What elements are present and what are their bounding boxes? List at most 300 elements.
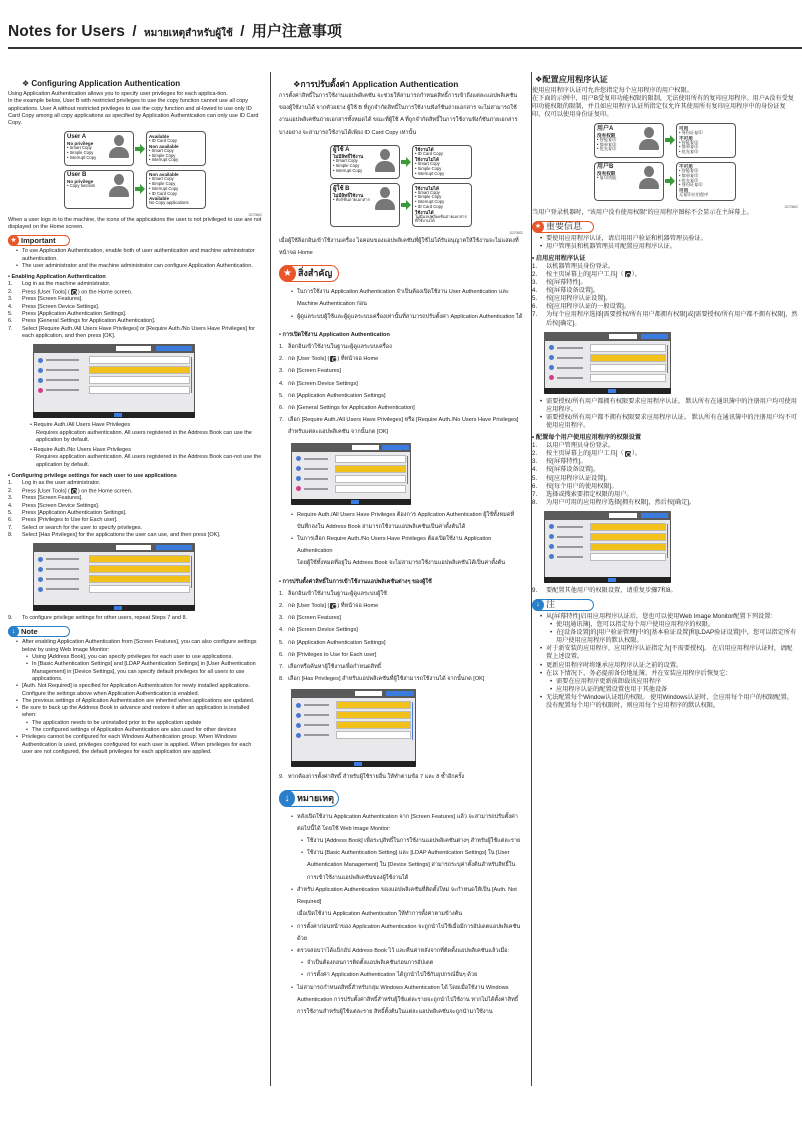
arrow-right-icon	[664, 135, 676, 145]
procedure-heading: • 配置每个用户使用应用程序的权限设置	[532, 434, 798, 442]
list-item	[540, 645, 798, 661]
person-body	[375, 199, 395, 210]
list-item	[291, 811, 523, 884]
app-item: • Interrupt Copy	[149, 158, 203, 163]
availability-label: Non available	[149, 172, 179, 178]
person-icon	[639, 127, 659, 151]
step-number: 3.	[532, 279, 538, 287]
step-text-part: Press [User Tools] (	[22, 289, 70, 296]
step-number: 8.	[8, 531, 13, 538]
step	[8, 532, 262, 539]
step	[8, 304, 262, 311]
title-separator: /	[240, 23, 245, 40]
app-icon	[549, 554, 554, 559]
screenshot-general-settings	[33, 344, 195, 418]
availability-label: ใช้งานได้	[415, 147, 434, 153]
step-list	[279, 588, 523, 686]
app-icon	[296, 733, 301, 738]
app-item: • Interrupt Copy	[149, 187, 203, 192]
step-text-part: Press [Screen Features].	[22, 495, 83, 502]
option-box	[590, 543, 666, 551]
privilege-diagram	[594, 123, 736, 200]
diagram-row	[330, 145, 472, 179]
sub-list-item: • 需要在应用程序更新前卸载该应用程序	[550, 678, 798, 686]
availability-label: 不可用	[679, 135, 693, 141]
step-number: 4.	[8, 303, 13, 310]
step-list	[8, 615, 262, 622]
person-head	[644, 166, 654, 177]
step	[279, 661, 523, 673]
person-icon	[375, 187, 395, 211]
list-item	[291, 533, 523, 570]
app-icon	[38, 587, 43, 592]
person-body	[639, 178, 659, 189]
user-card	[64, 131, 134, 165]
step-number: 9.	[279, 774, 284, 781]
step-number: 1.	[8, 281, 13, 288]
step-text	[288, 624, 358, 636]
step-number: 3.	[279, 615, 284, 622]
definition-term: • Require Auth./No Users Have Privileges	[30, 447, 262, 454]
step-text-part: ）。	[631, 450, 641, 458]
step-text-part: 为每个应用程序选择[需要授权/所有用户都拥有权限]或[需要授权/所有用户都不拥有权限]，然后按[确定]。	[546, 311, 798, 327]
item-text: • ในการเลือก Require Auth./No Users Have Privileges ต้องเปิดใช้งาน Application Authentication	[297, 536, 492, 555]
step	[279, 612, 523, 624]
screen-title-bar	[291, 689, 416, 698]
app-label	[46, 369, 79, 371]
user-card	[594, 123, 664, 157]
section-heading: ❖ Configuring Application Authentication	[22, 79, 181, 88]
list-item	[540, 398, 798, 414]
step	[8, 495, 262, 502]
option-box	[89, 555, 190, 563]
step	[8, 311, 262, 318]
chinese-column	[532, 74, 798, 710]
step-number: 7.	[279, 664, 284, 671]
availability-label: Available	[149, 133, 170, 139]
option-box	[336, 711, 411, 719]
section-heading: ❖การปรับตั้งค่า Application Authentication	[293, 79, 459, 89]
step-text-part: 为用户可用的应用程序选择[拥有权限]，然后按[确定]。	[546, 498, 696, 506]
app-item: • 身份证复印	[679, 183, 733, 188]
item-text: โดยผู้ใช้ทั้งหมดที่อยู่ใน Address Book จะไม่สามารถใช้งานแอปพลิเคชันได้เป็นค่าตั้งต้น	[297, 560, 506, 567]
item-text: • Be sure to back up the Address Book in advance and restore it after an application is installed when:	[22, 705, 250, 719]
app-icon	[38, 378, 43, 383]
step-text-part: เลือกหรือค้นหาผู้ใช้งานเพื่อกำหนดสิทธิ์	[288, 664, 382, 671]
app-item: • 优先复印	[679, 150, 733, 155]
screen-row	[296, 701, 411, 709]
step	[532, 271, 798, 279]
step	[279, 365, 523, 377]
step-text-part: Press [Screen Device Settings].	[22, 502, 100, 509]
step-text-part: ล็อกอินเข้าใช้งานในฐานะผู้ดูแลระบบเครื่อง	[288, 344, 392, 350]
person-icon	[375, 149, 395, 173]
list-item	[540, 613, 798, 645]
badge-label: Important	[21, 236, 56, 246]
item-text: • หลังเปิดใช้งาน Application Authentication จาก [Screen Features] แล้ว จะสามารถปรับตั้งค่าต่อไปนี้ได้ โดยใช้ Web Image Monitor:	[297, 813, 518, 832]
step-text-part: ) on the Home screen.	[77, 289, 133, 296]
item-text: • 用户管理员和机器管理员可配置应用程序认证。	[546, 242, 676, 250]
step-text	[288, 353, 378, 365]
screenshot-privileges-settings	[544, 511, 671, 583]
app-item: • Smart Copy	[415, 191, 469, 196]
app-icon	[38, 368, 43, 373]
step-number: 1.	[8, 480, 13, 487]
item-text: • [Auth. Not Required] is specified for Application Authentication for newly installed applications. Configure the settings above when Application Authentication is enabled.	[22, 683, 251, 697]
availability-label: ใช้งานได้	[415, 209, 434, 215]
paragraph: In the example below, User B with restricted privileges to use the copy function cannot use all copy applications. User A without restricted privileges to use the copy function and al-lowed to use only ID Card Copy among all copy applications as specified by Application Authentication can only use ID Card Copy.	[8, 98, 259, 127]
app-icon	[38, 577, 43, 582]
down-arrow-icon: ↓	[532, 599, 544, 611]
step	[532, 499, 798, 507]
app-item: • 简单复印	[679, 145, 733, 150]
user-card	[64, 170, 134, 209]
paragraph: เมื่อผู้ใช้ล็อกอินเข้าใช้งานเครื่อง ไอคอนของแอปพลิเคชันที่ผู้ใช้ไม่ได้รับอนุญาตให้ใช้งานจะไม่แสดงที่หน้าจอ Home	[279, 237, 519, 256]
step-number: 6.	[532, 303, 538, 311]
list-item	[540, 662, 798, 670]
result-card	[412, 145, 472, 179]
step-text-part: กด [Application Authentication Settings]	[288, 392, 386, 399]
sub-list-item: • ใช้งาน [Basic Authentication Setting] และ [LDAP Authentication Settings] ใน [User Authentication Management] ใน [Device Settings] สามารถระบุค่าตั้งต้นสำหรับสิทธิ์ในการเข้าใช้งานแอปพลิเคชันของผู้ใช้งานได้	[301, 847, 523, 884]
list-item	[16, 705, 262, 734]
arrow-right-icon	[400, 200, 412, 210]
step-text-part: Press [Screen Features].	[22, 296, 83, 303]
step-text	[288, 649, 376, 661]
restricted-item: • Interrupt Copy	[333, 169, 397, 174]
item-text: • ผู้ดูแลระบบผู้ใช้และผู้ดูแลระบบเครื่องเท่านั้นที่สามารถปรับตั้งค่า Application Authentication ได้	[297, 313, 523, 320]
app-item: • 身份证复印	[679, 131, 733, 136]
step-number: 5.	[8, 311, 13, 318]
step-number: 8.	[279, 676, 284, 683]
person-body	[109, 186, 129, 197]
step-text-part: 按[应用程序认证的一般设置]。	[546, 303, 630, 311]
step-text	[288, 341, 392, 353]
app-icon	[549, 375, 554, 380]
step	[8, 296, 262, 303]
step-text	[288, 365, 341, 377]
app-label	[557, 546, 583, 548]
step-text-part: Log in as the user administrator.	[22, 480, 101, 487]
step	[279, 649, 523, 661]
list-item	[540, 414, 798, 430]
step-text	[546, 311, 798, 327]
title-english: Notes for Users	[8, 23, 125, 40]
app-label	[304, 468, 328, 470]
step-number: 9.	[8, 615, 13, 622]
app-item: • 优先复印	[679, 179, 733, 184]
step-number: 2.	[532, 271, 538, 279]
user-name: User B	[67, 172, 87, 179]
bullet-list	[540, 398, 798, 430]
app-item: • Simple Copy	[149, 182, 203, 187]
app-item: • Smart Copy	[149, 177, 203, 182]
privilege-label: ไม่มีสิทธิ์ใช้งาน	[333, 192, 364, 198]
down-arrow-icon: ↓	[279, 790, 295, 807]
app-icon	[549, 355, 554, 360]
ok-button	[386, 691, 414, 696]
app-label	[557, 347, 583, 349]
screen-row	[296, 475, 406, 483]
app-icon	[38, 567, 43, 572]
step-number: 4.	[279, 380, 284, 387]
screen-row	[296, 731, 411, 739]
step-text	[22, 488, 132, 496]
user-name: User A	[67, 133, 87, 140]
procedure-heading: • Configuring privilege settings for each user to use applications	[8, 473, 262, 480]
step-text	[288, 771, 464, 783]
step-number: 6.	[279, 405, 284, 412]
step-text	[22, 326, 262, 341]
user-card	[594, 162, 664, 201]
step-number: 2.	[532, 450, 538, 458]
step-text-part: ) ที่หน้าจอ Home	[337, 356, 379, 363]
app-label	[304, 488, 328, 490]
step	[8, 525, 262, 532]
app-label	[304, 734, 329, 736]
step-text-part: 按[屏幕设备设置]。	[546, 466, 599, 474]
step	[279, 390, 523, 402]
screenshot-privileges-settings	[291, 689, 416, 767]
list-item	[540, 243, 798, 251]
step-text-part: Select [Has Privileges] for the applications the user can use, and then press [OK].	[22, 531, 221, 538]
step	[532, 263, 798, 271]
app-item: • Simple Copy	[415, 167, 469, 172]
step-text	[546, 587, 677, 595]
paragraph: 使用应用程序认证可允许您指定每个应用程序的用户权限。	[532, 87, 693, 94]
app-label	[557, 526, 583, 528]
option-box	[336, 701, 411, 709]
step-text-part: กด [Screen Features]	[288, 615, 342, 622]
item-text: • 从[屏幕特性]启用应用程序认证后，您也可以使用Web Image Monitor配置下列设置：	[546, 612, 777, 620]
availability-label: 不可用	[679, 164, 693, 170]
list-item	[540, 670, 798, 694]
step	[532, 587, 798, 595]
sub-list-item: • Using [Address Book], you can specify privileges for each user to use applications.	[26, 654, 262, 661]
badge-label: 重要信息	[546, 221, 583, 232]
screen-row	[549, 553, 666, 561]
step-text	[288, 390, 386, 402]
person-icon	[109, 135, 129, 159]
option-box	[89, 386, 190, 394]
screen-title-bar	[544, 511, 671, 520]
screen-row	[296, 485, 406, 493]
step-text	[288, 612, 341, 624]
app-icon	[296, 456, 301, 461]
user-tools-icon	[330, 356, 336, 362]
app-label	[46, 379, 79, 381]
diagram-row	[64, 170, 206, 209]
step-text	[22, 296, 83, 303]
step-number: 2.	[8, 487, 13, 494]
app-label	[557, 367, 583, 369]
sub-list-item: • The configured settings of Application Authentication are also used for other devices	[26, 727, 262, 734]
paragraph: 在下面的示例中，用户B受复印功能权限的限制，无法使用所有的复印应用程序。用户A没有受复印功能权限的限制，并且如应用程序认证所指定仅允许其使用所有复印应用程序中的身份证复印，仅可以使用身份证复印。	[532, 95, 794, 119]
step	[8, 480, 262, 487]
arrow-right-icon	[400, 157, 412, 167]
restricted-item: • Copy function	[67, 184, 131, 189]
screen-title-bar	[33, 344, 195, 353]
figure-code: D270802	[509, 230, 523, 235]
page-header	[8, 20, 802, 49]
list-item	[291, 982, 523, 1019]
screen-row	[549, 543, 666, 551]
step-number: 5.	[279, 392, 284, 399]
sub-list	[26, 720, 262, 735]
result-card	[676, 123, 736, 157]
step-text	[288, 673, 484, 685]
step-text	[546, 475, 611, 483]
step-text-part: Press [Application Authentication Settings].	[22, 311, 127, 318]
screen-row	[549, 364, 666, 372]
restricted-item: • Interrupt Copy	[67, 156, 131, 161]
star-icon: ★	[279, 265, 296, 282]
screen-body	[292, 452, 410, 499]
list-item	[16, 683, 262, 698]
person-head	[114, 174, 124, 185]
list-item	[16, 639, 262, 683]
step-text-part: กด [Screen Device Settings]	[288, 380, 358, 387]
step-text-part: Log in as the machine administrator.	[22, 281, 111, 288]
person-head	[114, 135, 124, 146]
cancel-button	[116, 545, 152, 550]
step	[8, 318, 262, 325]
step-text-part: กด [Screen Features]	[288, 368, 342, 375]
person-icon	[109, 174, 129, 198]
step	[532, 466, 798, 474]
app-item: • Simple Copy	[415, 195, 469, 200]
step-text	[288, 600, 378, 612]
step-list	[532, 263, 798, 328]
app-icon	[549, 534, 554, 539]
restricted-item: • 优先复印	[597, 147, 661, 152]
step-number: 5.	[532, 474, 538, 482]
step	[279, 414, 523, 438]
procedure-heading: • การเปิดใช้งาน Application Authentication	[279, 329, 523, 341]
app-label	[557, 377, 583, 379]
step-text-part: ) ที่หน้าจอ Home	[337, 603, 379, 610]
sub-list-item: • In [Basic Authentication Settings] and [LDAP Authentication Settings] in [User Authentication Management] in [Device Settings], you can specify default privileges for all users to use applications.	[26, 661, 262, 683]
app-item: • ID Card Copy	[149, 139, 203, 144]
step-number: 7.	[8, 325, 13, 332]
screen-row	[549, 374, 666, 382]
step-number: 2.	[8, 288, 13, 295]
list-item	[291, 921, 523, 945]
step-number: 6.	[8, 318, 13, 325]
step-number: 1.	[532, 442, 538, 450]
privilege-label: No privilege	[67, 140, 94, 146]
step-text	[288, 661, 381, 673]
availability-label: ใช้งานไม่ได้	[415, 185, 439, 191]
screen-row	[549, 533, 666, 541]
step-text-part: 以用户管理员身份登录。	[546, 442, 615, 450]
sub-list-item: • ใช้งาน [Address Book] เพื่อระบุสิทธิ์ในการใช้งานแอปพลิเคชันต่างๆ สำหรับผู้ใช้แต่ละราย	[301, 835, 523, 847]
item-text: • สำหรับ Application Authentication ของแอปพลิเคชันที่ติดตั้งใหม่ จะกำหนดให้เป็น [Auth. Not Required]	[297, 886, 517, 906]
option-box	[89, 356, 190, 364]
app-icon	[549, 365, 554, 370]
scrollbar	[667, 524, 669, 558]
step	[8, 510, 262, 517]
step-text-part: กด [User Tools] (	[288, 603, 330, 610]
screen-body	[545, 520, 670, 577]
screen-title-bar	[291, 443, 411, 452]
step-text-part: ) on the Home screen.	[77, 488, 133, 495]
app-label	[304, 724, 329, 726]
step-list	[8, 281, 262, 340]
step-text-part: Press [Application Authentication Settings].	[22, 509, 127, 516]
step	[279, 588, 523, 600]
step-text-part: 按[屏幕特性]。	[546, 279, 587, 287]
step-text-part: 按主页屏幕上的[用户工具]（	[546, 450, 624, 458]
app-label	[304, 458, 328, 460]
option-box	[89, 376, 190, 384]
step-text-part: Select [Require Auth./All Users Have Privileges] or [Require Auth./No Users Have Privileges] for each application, and then press [OK].	[22, 325, 255, 339]
step-text	[546, 491, 633, 499]
screen-row	[549, 354, 666, 362]
item-text: • The previous settings of Application Authentication are inherited when applications are updated.	[22, 697, 255, 704]
step-text	[546, 263, 614, 271]
app-icon	[296, 703, 301, 708]
privilege-label: ไม่มีสิทธิ์ใช้งาน	[333, 154, 364, 160]
screen-row	[38, 366, 190, 374]
bullet-list	[291, 811, 523, 1018]
app-item: • ID Card Copy	[415, 152, 469, 157]
diagram-row	[594, 162, 736, 201]
list-item	[16, 698, 262, 705]
restricted-item: • 复印功能	[597, 176, 661, 181]
arrow-right-icon	[134, 144, 146, 154]
app-item: • Simple Copy	[149, 154, 203, 159]
availability-label: Non available	[149, 143, 179, 149]
screen-footer	[544, 388, 671, 394]
app-label	[304, 704, 329, 706]
availability-label: 可用	[679, 188, 689, 194]
step-text-part: กด [User Tools] (	[288, 356, 330, 363]
step-number: 7.	[279, 417, 284, 424]
sub-list	[26, 654, 262, 683]
list-item	[291, 311, 523, 323]
step-number: 4.	[8, 502, 13, 509]
user-card	[330, 183, 400, 227]
step-text-part: หากต้องการตั้งค่าสิทธิ์ สำหรับผู้ใช้รายอื่น ให้ทำตามข้อ 7 และ 8 ซ้ำอีกครั้ง	[288, 774, 465, 781]
step-number: 5.	[8, 509, 13, 516]
step-text-part: 选择或搜索要指定权限的用户。	[546, 490, 633, 498]
thai-column	[270, 72, 532, 1086]
app-item: • Interrupt Copy	[415, 172, 469, 177]
step-number: 3.	[279, 368, 284, 375]
step-text	[22, 532, 220, 539]
step	[532, 279, 798, 287]
person-head	[644, 127, 654, 138]
availability-label: 可用	[679, 125, 689, 131]
sub-list	[301, 835, 523, 884]
option-box	[590, 344, 666, 352]
important-badge	[8, 235, 70, 246]
screen-row	[296, 465, 406, 473]
item-text: • ในการใช้งาน Application Authentication จำเป็นต้องเปิดใช้งาน User Authentication และ Machine Authentication ก่อน	[297, 289, 509, 308]
step-number: 5.	[279, 639, 284, 646]
option-box	[335, 465, 406, 473]
option-box	[590, 354, 666, 362]
badge-label: Note	[21, 627, 38, 637]
step	[532, 475, 798, 483]
cancel-button	[609, 334, 637, 339]
step-text	[546, 499, 695, 507]
diagram-row	[594, 123, 736, 157]
bullet-list	[16, 639, 262, 756]
list-item	[16, 263, 262, 270]
ok-button	[156, 545, 192, 550]
star-icon: ★	[8, 235, 19, 246]
